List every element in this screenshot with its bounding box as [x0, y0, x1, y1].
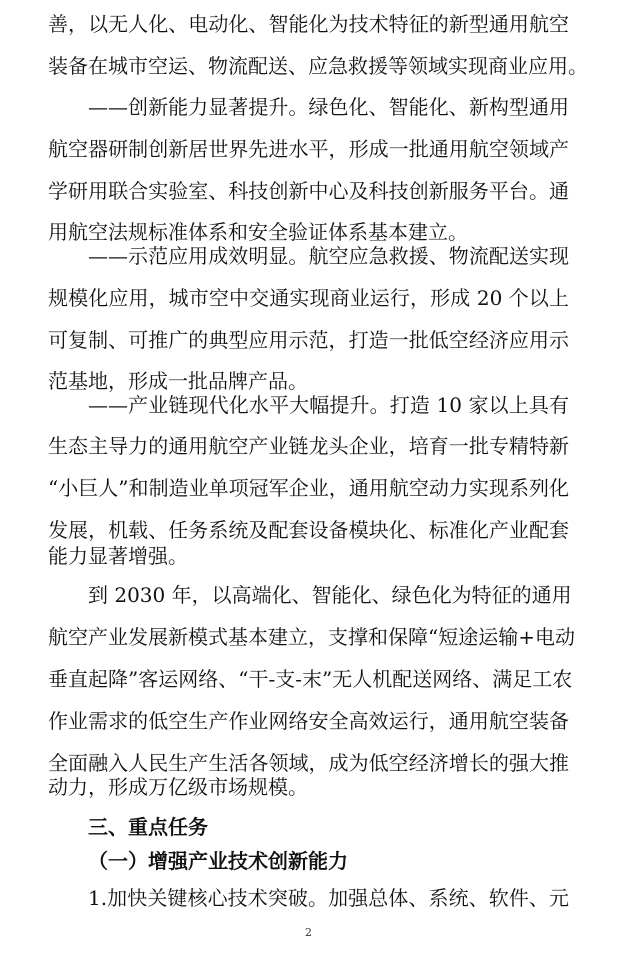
text-line: 发展，机载、任务系统及配套设备模块化、标准化产业配套 — [48, 518, 569, 542]
text-line: 用航空法规标准体系和安全验证体系基本建立。 — [48, 220, 468, 244]
text-line: 学研用联合实验室、科技创新中心及科技创新服务平台。通 — [48, 179, 569, 203]
text-line: 到 2030 年，以高端化、智能化、绿色化为特征的通用 — [88, 583, 572, 607]
text-line: 航空产业发展新模式基本建立，支撑和保障“短途运输+电动 — [48, 625, 575, 649]
text-line: 装备在城市空运、物流配送、应急救援等领域实现商业应用。 — [48, 54, 588, 78]
text-line: 作业需求的低空生产作业网络安全高效运行，通用航空装备 — [48, 709, 569, 733]
text-line: 善，以无人化、电动化、智能化为技术特征的新型通用航空 — [48, 12, 569, 36]
text-line: 生态主导力的通用航空产业链龙头企业，培育一批专精特新 — [48, 434, 569, 458]
text-line: 垂直起降”客运网络、“干-支-末”无人机配送网络、满足工农 — [48, 667, 573, 691]
text-line: 全面融入人民生产生活各领域，成为低空经济增长的强大推 — [48, 751, 569, 775]
text-line: 1.加快关键核心技术突破。加强总体、系统、软件、元 — [88, 886, 569, 910]
section-heading: 三、重点任务 — [88, 815, 208, 839]
text-line: ——产业链现代化水平大幅提升。打造 10 家以上具有 — [88, 393, 569, 417]
text-line: ——创新能力显著提升。绿色化、智能化、新构型通用 — [88, 95, 569, 119]
text-line: 航空器研制创新居世界先进水平，形成一批通用航空领域产 — [48, 137, 569, 161]
text-line: 能力显著增强。 — [48, 544, 188, 568]
subsection-heading: （一）增强产业技术创新能力 — [88, 849, 348, 873]
page-number: 2 — [305, 926, 312, 939]
text-line: 范基地，形成一批品牌产品。 — [48, 369, 308, 393]
text-line: “小巨人”和制造业单项冠军企业，通用航空动力实现系列化 — [48, 476, 569, 500]
text-line: 规模化应用，城市空中交通实现商业运行，形成 20 个以上 — [48, 286, 569, 310]
text-line: 可复制、可推广的典型应用示范，打造一批低空经济应用示 — [48, 328, 569, 352]
text-line: ——示范应用成效明显。航空应急救援、物流配送实现 — [88, 244, 569, 268]
text-line: 动力，形成万亿级市场规模。 — [48, 775, 308, 799]
